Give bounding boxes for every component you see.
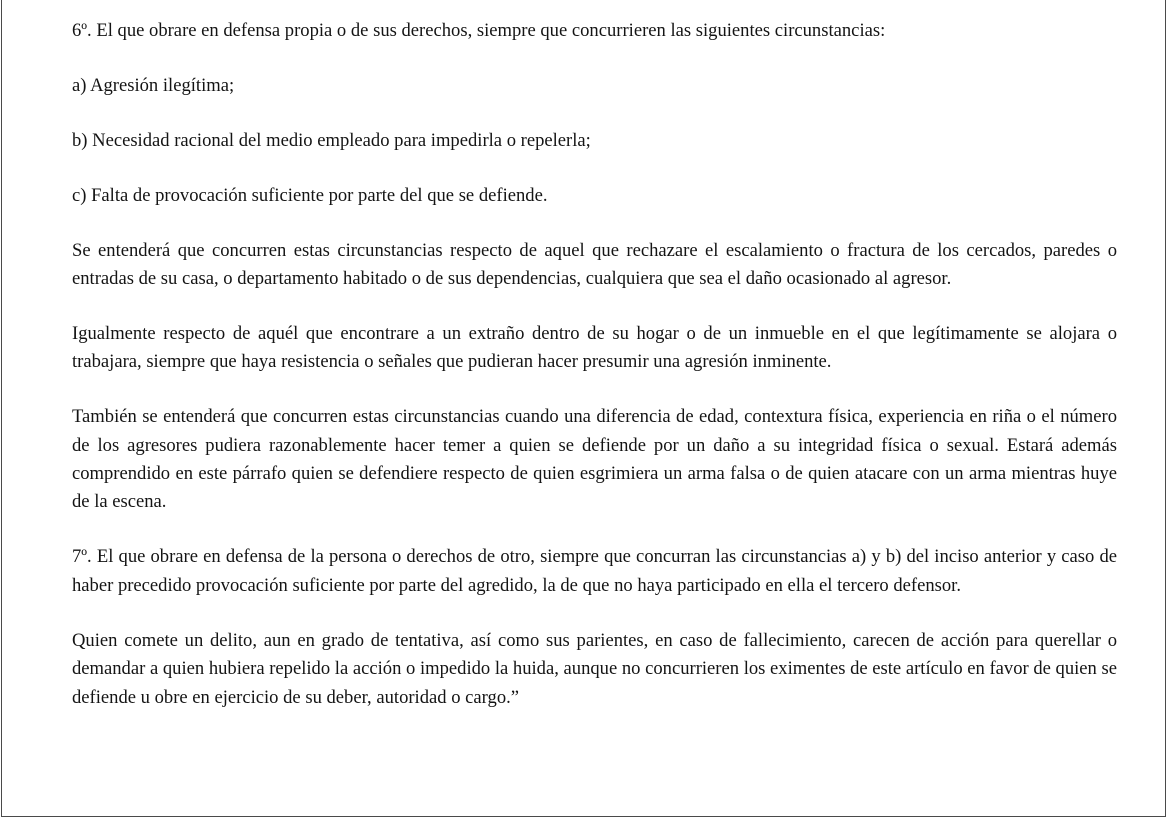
paragraph-6-heading: 6º. El que obrare en defensa propia o de sus derechos, siempre que concurrieren las siguientes circunstancias: xyxy=(72,20,886,41)
paragraph-item-c: c) Falta de provocación suficiente por parte del que se defiende. xyxy=(72,184,548,206)
paragraph-escalamiento: Se entenderá que concurren estas circunstancias respecto de aquel que rechazare el escalamiento o fractura de los cercados, paredes o entradas de su casa, o departamento habitado o de sus dependencias, cualquiera que sea el daño ocasionado al agresor. xyxy=(72,239,1117,290)
paragraph-item-a: a) Agresión ilegítima; xyxy=(72,74,235,96)
paragraph-diferencia-edad: También se entenderá que concurren estas circunstancias cuando una diferencia de edad, contextura física, experiencia en riña o el número de los agresores pudiera razonablemente hacer temer a quien se defiende por un daño a su integridad física o sexual. Estará además comprendido en este párrafo quien se defendiere respecto de quien esgrimiera un arma falsa o de quien atacare con un arma mientras huye de la escena. xyxy=(72,406,1117,513)
paragraph-item-b: b) Necesidad racional del medio empleado para impedirla o repelerla; xyxy=(72,129,591,151)
document-body xyxy=(72,17,1117,738)
paragraph-7-heading: 7º. El que obrare en defensa de la persona o derechos de otro, siempre que concurran las circunstancias a) y b) del inciso anterior y caso de haber precedido provocación suficiente por parte del agredido, la de que no haya participado en ella el tercero defensor. xyxy=(72,546,1117,596)
paragraph-hogar: Igualmente respecto de aquél que encontrare a un extraño dentro de su hogar o de un inmueble en el que legítimamente se alojara o trabajara, siempre que haya resistencia o señales que pudieran hacer presumir una agresión inminente. xyxy=(72,322,1117,373)
paragraph-querella: Quien comete un delito, aun en grado de tentativa, así como sus parientes, en caso de fallecimiento, carecen de acción para querellar o demandar a quien hubiera repelido la acción o impedido la huida, aunque no concurrieren los eximentes de este artículo en favor de quien se defiende u obre en ejercicio de su deber, autoridad o cargo.” xyxy=(72,629,1117,708)
